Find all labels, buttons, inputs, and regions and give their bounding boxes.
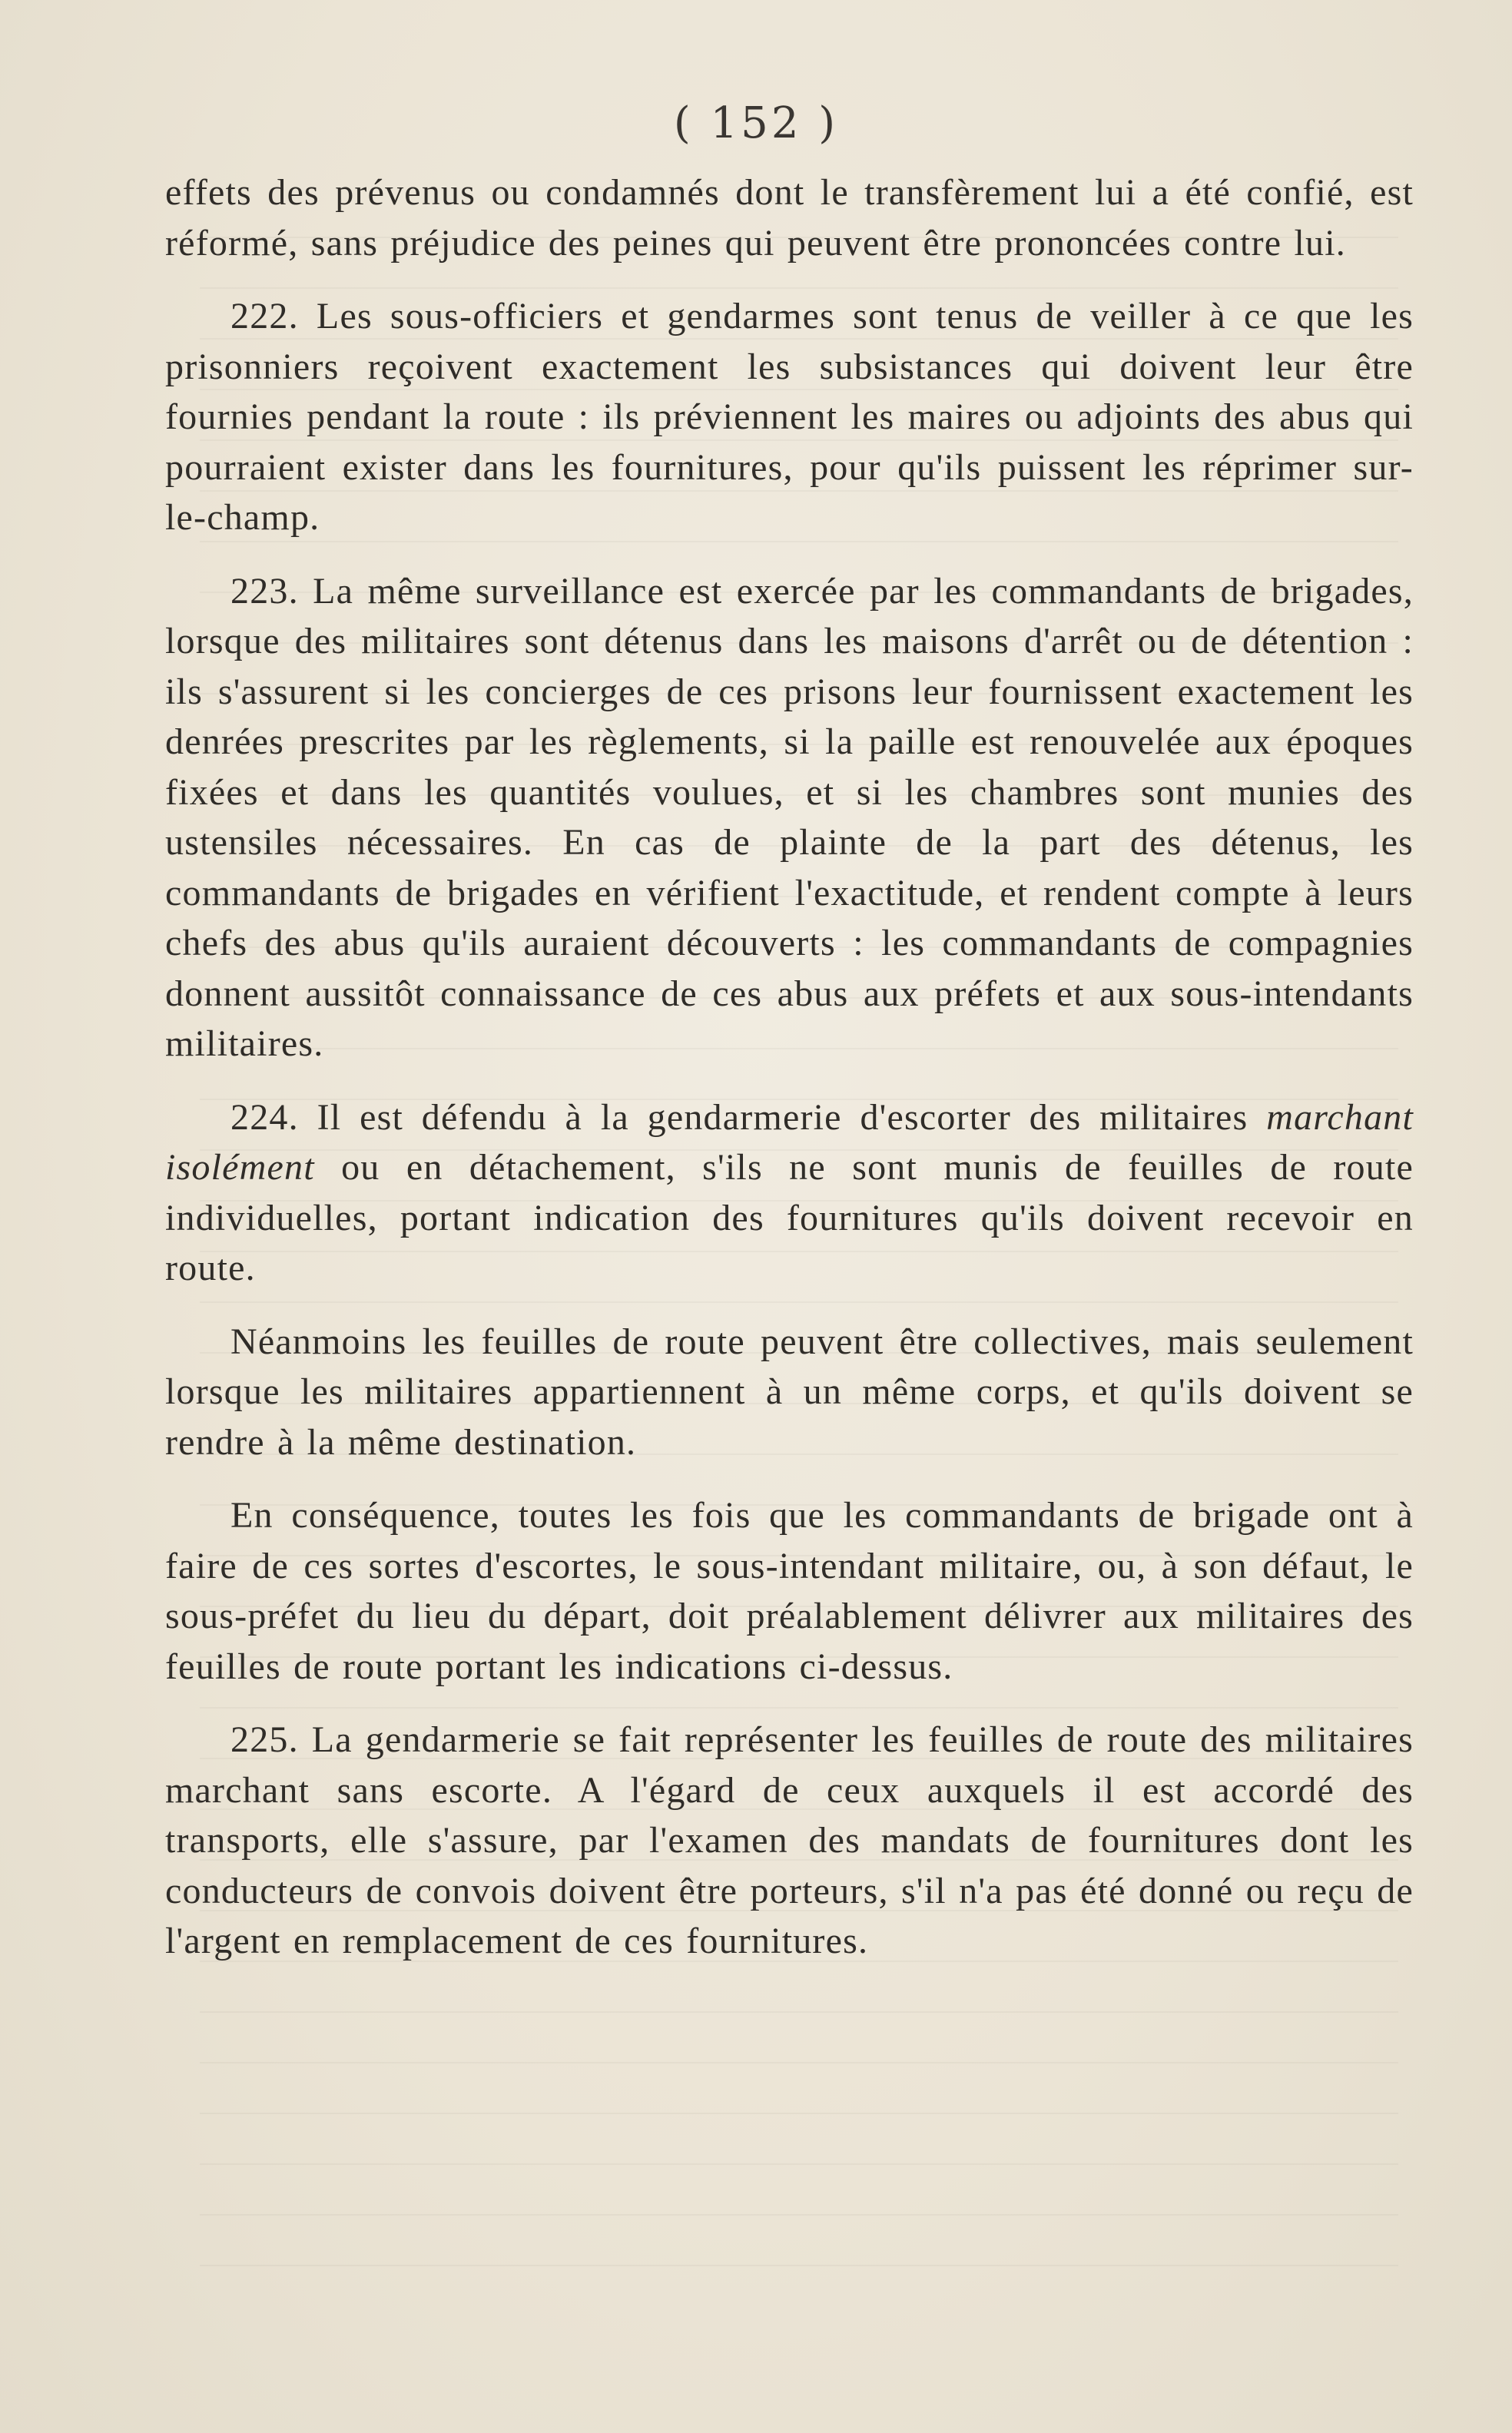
paragraph-text: effets des prévenus ou condamnés dont le transfèrement lui a été confié, est réformé, sans préjudice des peines qui peuvent être prononcées contre lui. xyxy=(165,172,1414,264)
article-number: 224. xyxy=(230,1096,299,1138)
paragraph-text: La même surveillance est exercée par les commandants de brigades, lorsque des militaires sont détenus dans les maisons d'arrêt ou de détention : ils s'assurent si les concierges de ces prisons leur fournissent exactement les denrées prescrites par les règlements, si la paille est renouvelée aux époques fixées et dans les quantités voulues, et si les chambres sont munies des ustensiles nécessaires. En cas de plainte de la part des détenus, les commandants de brigades en vérifient l'exactitude, et rendent compte à leurs chefs des abus qu'ils auraient découverts : les commandants de compagnies donnent aussitôt connaissance de ces abus aux préfets et aux sous-intendants militaires. xyxy=(165,570,1414,1064)
paragraph-text: La gendarmerie se fait représenter les feuilles de route des militaires marchant sans escorte. A l'égard de ceux auxquels il est accordé des transports, elle s'assure, par l'examen des mandats de fournitures dont les conducteurs de convois doivent être porteurs, s'il n'a pas été donné ou reçu de l'argent en remplacement de ces fournitures. xyxy=(165,1719,1414,1961)
paragraph-text: En conséquence, toutes les fois que les commandants de brigade ont à faire de ces sortes d'escortes, le sous-intendant militaire, ou, à son défaut, le sous-préfet du lieu du départ, doit préalablement délivrer aux militaires des feuilles de route portant les indications ci-dessus. xyxy=(165,1495,1414,1687)
italic-phrase: marchant isolément xyxy=(165,1096,1414,1188)
article-225 xyxy=(165,1715,1414,1967)
body-text xyxy=(165,167,1414,1990)
page-number: ( 152 ) xyxy=(673,98,839,148)
paragraph-text: Il est défendu à la gendarmerie d'escorter des militaires xyxy=(317,1096,1248,1138)
paragraph-text: ou en détachement, s'ils ne sont munis de feuilles de route individuelles, portant indication des fournitures qu'ils doivent recevoir en route. xyxy=(165,1147,1414,1288)
article-222 xyxy=(165,291,1414,543)
paragraph-en-consequence xyxy=(165,1490,1414,1692)
article-number: 225. xyxy=(230,1719,299,1760)
paragraph-text: Les sous-officiers et gendarmes sont tenus de veiller à ce que les prisonniers reçoivent exactement les subsistances qui doivent leur être fournies pendant la route : ils préviennent les maires ou adjoints des abus qui pourraient exister dans les fournitures, pour qu'ils puissent les réprimer sur-le-champ. xyxy=(165,296,1414,538)
article-223 xyxy=(165,566,1414,1069)
article-number: 222. xyxy=(230,296,299,336)
article-number: 223. xyxy=(230,570,299,612)
article-224 xyxy=(165,1092,1414,1294)
paragraph-neanmoins xyxy=(165,1317,1414,1468)
paragraph-text: Néanmoins les feuilles de route peuvent être collectives, mais seulement lorsque les militaires appartiennent à un même corps, et qu'ils doivent se rendre à la même destination. xyxy=(165,1321,1414,1463)
paragraph-continuation xyxy=(165,167,1414,268)
